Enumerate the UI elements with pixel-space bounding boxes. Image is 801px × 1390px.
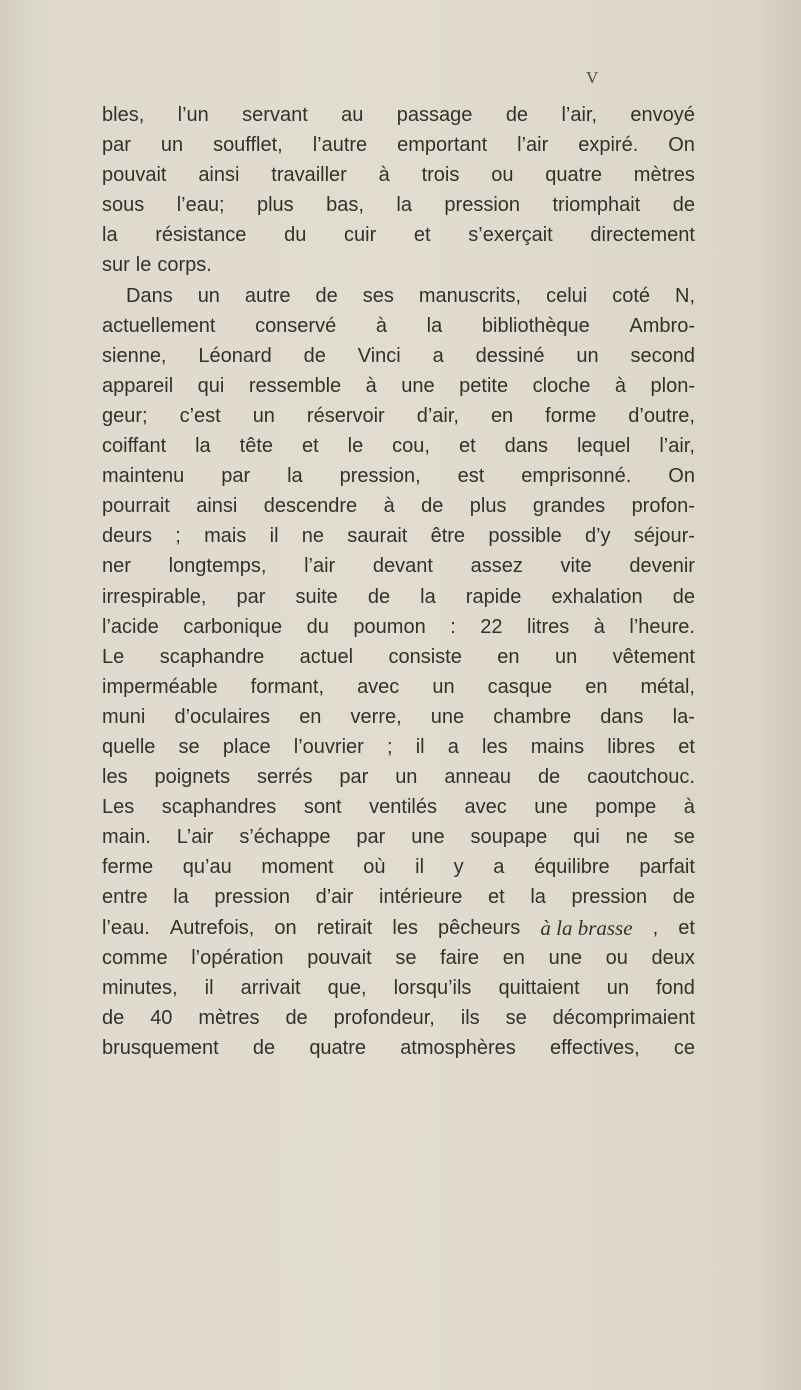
word: la — [102, 224, 118, 247]
word: l’air, — [561, 104, 598, 126]
text-line — [102, 642, 695, 672]
word: de — [505, 104, 529, 126]
word: un — [395, 766, 418, 789]
word: ne — [625, 826, 648, 849]
word: de — [672, 585, 695, 608]
word: qu’au — [182, 856, 232, 879]
word: a — [493, 856, 505, 879]
word: en — [502, 946, 525, 969]
word: consiste — [388, 645, 462, 668]
text-line — [102, 852, 695, 882]
word: Dans — [126, 284, 173, 307]
word: exhalation — [551, 585, 643, 608]
word: effectives, — [549, 1036, 640, 1059]
word: ce — [673, 1036, 695, 1059]
word: pression — [214, 886, 290, 909]
word: l’acide — [102, 615, 159, 638]
text-line — [102, 792, 695, 822]
word: la — [195, 435, 211, 458]
text-line — [102, 100, 695, 130]
word: la — [173, 886, 189, 909]
word: ainsi — [196, 495, 238, 518]
word: saurait — [347, 525, 408, 548]
word: L’air — [176, 826, 214, 849]
word: deux — [651, 946, 695, 969]
word: il — [269, 525, 279, 548]
text-line — [102, 882, 695, 912]
word: dans — [504, 435, 548, 458]
word: d’outre, — [628, 404, 695, 427]
word: place — [222, 735, 271, 758]
text-line — [102, 401, 695, 431]
word: quittaient — [498, 976, 580, 999]
word: du — [306, 615, 329, 638]
word: litres — [527, 615, 570, 638]
word: un — [554, 645, 578, 668]
word: poumon — [353, 615, 426, 638]
word: il — [415, 856, 425, 879]
text-line — [102, 672, 695, 702]
word: qui — [573, 826, 600, 849]
word: casque — [487, 675, 553, 698]
word: Le — [102, 645, 125, 668]
word: mètres — [198, 1006, 260, 1029]
word: triomphait — [552, 194, 641, 217]
word: en — [299, 705, 322, 728]
word: Les — [102, 796, 135, 819]
word: une — [401, 374, 435, 397]
word: il — [415, 735, 425, 758]
word: bas, — [326, 194, 364, 217]
word: serrés — [256, 766, 313, 789]
word: cou, — [392, 435, 430, 458]
word: de — [102, 1006, 125, 1029]
word: second — [630, 344, 695, 367]
text-line — [102, 762, 695, 792]
word: et — [413, 224, 431, 247]
word: envoyé — [630, 104, 695, 126]
word: devant — [372, 555, 433, 578]
word: que, — [327, 976, 367, 999]
word: Vinci — [357, 344, 401, 367]
text-line — [102, 702, 695, 732]
word: mètres — [633, 164, 695, 187]
word: par — [221, 465, 251, 488]
word: passage — [396, 104, 473, 126]
word: ; — [175, 525, 181, 548]
text-line — [102, 281, 695, 311]
word: de — [421, 495, 444, 518]
text-line — [102, 341, 695, 371]
word: l’air — [517, 134, 549, 157]
word: libres — [607, 735, 656, 758]
word: trois — [421, 164, 460, 187]
word: 40 — [150, 1006, 173, 1029]
text-line — [102, 1033, 695, 1063]
word: moment — [261, 856, 334, 879]
word: pourrait — [102, 495, 170, 518]
word: d’y — [584, 525, 611, 548]
word: a — [447, 735, 459, 758]
word: corps. — [157, 254, 212, 277]
word: a — [432, 344, 444, 367]
word: coté — [612, 284, 651, 307]
text-line — [102, 461, 695, 491]
word: sont — [303, 796, 342, 819]
word: ; — [386, 735, 393, 758]
word: ner — [102, 555, 131, 578]
word: devenir — [629, 555, 695, 578]
word: de — [315, 284, 338, 307]
word: chambre — [493, 705, 572, 728]
word: se — [395, 946, 417, 969]
word: ainsi — [198, 164, 240, 187]
word: l’ouvrier — [293, 735, 364, 758]
text-line — [102, 371, 695, 401]
word: dans — [600, 705, 644, 728]
word: la — [420, 585, 436, 608]
word: celui — [546, 284, 588, 307]
word: Autrefois, — [169, 916, 255, 939]
word: à — [365, 374, 377, 397]
text-line — [102, 612, 695, 642]
word: forme — [545, 404, 597, 427]
word: par — [102, 134, 131, 157]
text-line — [102, 551, 695, 581]
text-line — [102, 250, 695, 280]
word: de — [252, 1036, 276, 1059]
word: profondeur, — [333, 1006, 435, 1029]
word: irrespirable, — [102, 585, 207, 608]
word: à — [375, 314, 387, 337]
word: qui — [197, 374, 225, 397]
word: se — [178, 735, 200, 758]
word: le — [347, 435, 364, 458]
text-line — [102, 431, 695, 461]
text-line — [102, 973, 695, 1003]
word: ses — [362, 284, 394, 307]
word: les — [102, 766, 128, 789]
word: , — [652, 916, 659, 939]
word: ressemble — [248, 374, 342, 397]
word: la — [396, 194, 412, 217]
text-line — [102, 582, 695, 612]
word: cloche — [532, 374, 591, 397]
word: à — [378, 164, 390, 187]
word: d’air, — [416, 404, 459, 427]
word: c’est — [179, 404, 221, 427]
word: grandes — [532, 495, 606, 518]
word: profon- — [631, 495, 695, 518]
word: à — [593, 615, 605, 638]
word: comme — [102, 946, 168, 969]
word: retirait — [316, 916, 373, 939]
word: de — [672, 194, 695, 217]
word: quatre — [309, 1036, 367, 1059]
word: pouvait — [307, 946, 372, 969]
word: assez — [470, 555, 523, 578]
word: un — [606, 976, 629, 999]
word: séjour- — [633, 525, 695, 548]
word: avec — [357, 675, 400, 698]
word: une — [411, 826, 445, 849]
word: actuel — [299, 645, 354, 668]
word: mains — [530, 735, 585, 758]
word: actuellement — [102, 314, 216, 337]
word: y — [453, 856, 464, 879]
word: à — [614, 374, 627, 397]
word: et — [488, 886, 505, 909]
word: s’exerçait — [468, 224, 553, 247]
word: à la brasse — [540, 915, 633, 940]
word: l’air — [304, 555, 336, 578]
word: geur; — [102, 404, 148, 427]
word: conservé — [255, 314, 337, 337]
word: lequel — [576, 435, 631, 458]
word: fond — [656, 976, 695, 999]
word: une — [534, 796, 568, 819]
word: au — [341, 104, 364, 126]
word: carbonique — [183, 615, 283, 638]
word: une — [430, 705, 465, 728]
word: appareil — [102, 374, 174, 397]
word: ou — [605, 946, 628, 969]
word: ventilés — [369, 796, 437, 819]
word: de — [303, 344, 326, 367]
word: s’échappe — [239, 826, 331, 849]
word: dessiné — [475, 344, 545, 367]
word: le — [135, 254, 152, 277]
word: poignets — [154, 766, 231, 789]
word: par — [356, 826, 386, 849]
word: bles, — [102, 104, 145, 126]
word: la — [530, 886, 546, 909]
word: réservoir — [306, 404, 385, 427]
word: coiffant — [102, 435, 167, 458]
word: pompe — [595, 796, 657, 819]
word: travailler — [271, 164, 347, 187]
word: un — [197, 284, 220, 307]
word: : — [450, 615, 456, 638]
word: maintenu — [102, 465, 185, 488]
word: suite — [295, 585, 338, 608]
text-line — [102, 311, 695, 341]
word: en — [490, 404, 514, 427]
text-line — [102, 943, 695, 973]
word: manuscrits, — [418, 284, 522, 307]
word: sur — [102, 254, 130, 277]
word: la — [287, 465, 303, 488]
word: décomprimaient — [552, 1006, 695, 1029]
word: deurs — [102, 525, 153, 548]
word: Léonard — [198, 344, 272, 367]
word: on — [274, 916, 297, 939]
word: l’autre — [312, 134, 368, 157]
word: scaphandre — [159, 645, 265, 668]
word: de — [367, 585, 391, 608]
word: tête — [239, 435, 273, 458]
word: pression — [571, 886, 648, 909]
word: faire — [440, 946, 480, 969]
word: du — [284, 224, 307, 247]
word: et — [678, 916, 695, 939]
word: parfait — [639, 856, 695, 879]
word: une — [548, 946, 582, 969]
word: ils — [460, 1006, 480, 1029]
word: mais — [204, 525, 247, 548]
word: sienne, — [102, 344, 167, 367]
word: plus — [256, 194, 294, 217]
word: pression — [444, 194, 521, 217]
word: vêtement — [612, 645, 695, 668]
word: les — [392, 916, 418, 939]
word: en — [497, 645, 520, 668]
text-line — [102, 732, 695, 762]
text-line — [102, 521, 695, 551]
body-text — [102, 100, 695, 1063]
word: de — [537, 766, 561, 789]
word: il — [204, 976, 214, 999]
word: un — [160, 134, 184, 157]
text-line — [102, 491, 695, 521]
word: pouvait — [102, 164, 167, 187]
word: caoutchouc. — [587, 766, 695, 789]
word: muni — [102, 705, 146, 728]
word: N, — [675, 284, 695, 307]
word: se — [673, 826, 695, 849]
word: ou — [491, 164, 514, 187]
word: intérieure — [379, 886, 463, 909]
word: soupape — [470, 826, 548, 849]
word: l’opération — [191, 946, 284, 969]
word: lorsqu’ils — [393, 976, 472, 999]
word: sous — [102, 194, 145, 217]
word: petite — [459, 374, 509, 397]
word: autre — [244, 284, 291, 307]
word: soufflet, — [213, 134, 283, 157]
word: équilibre — [534, 856, 610, 879]
word: quelle — [102, 735, 156, 758]
word: possible — [488, 525, 562, 548]
word: un — [252, 404, 275, 427]
text-line — [102, 1003, 695, 1033]
word: formant, — [250, 675, 325, 698]
word: avec — [464, 796, 507, 819]
word: On — [668, 134, 695, 157]
word: plus — [469, 495, 507, 518]
word: vite — [560, 555, 592, 578]
word: l’eau. — [102, 916, 150, 939]
word: atmosphères — [400, 1036, 516, 1059]
word: servant — [242, 104, 308, 126]
word: main. — [102, 826, 151, 849]
text-line — [102, 160, 695, 190]
word: les — [482, 735, 508, 758]
word: On — [668, 465, 695, 488]
word: est — [457, 465, 485, 488]
word: expiré. — [578, 134, 639, 157]
word: et — [458, 435, 476, 458]
word: scaphandres — [161, 796, 277, 819]
word: à — [683, 796, 695, 819]
word: ferme — [102, 856, 154, 879]
text-line — [102, 190, 695, 220]
word: cuir — [344, 224, 377, 247]
word: d’air — [315, 886, 354, 909]
word: Ambro- — [629, 314, 695, 337]
word: l’heure. — [629, 615, 695, 638]
word: emprisonné. — [521, 465, 632, 488]
word: l’air, — [659, 435, 695, 458]
word: de — [672, 886, 695, 909]
word: l’un — [177, 104, 209, 126]
word: directement — [590, 224, 695, 247]
word: emportant — [397, 134, 488, 157]
word: à — [383, 495, 395, 518]
word: plon- — [650, 374, 695, 397]
word: et — [678, 735, 695, 758]
word: brusquement — [102, 1036, 219, 1059]
word: en — [585, 675, 608, 698]
word: la — [426, 314, 443, 337]
word: la- — [672, 705, 695, 728]
word: pêcheurs — [438, 916, 521, 939]
word: où — [363, 856, 386, 879]
word: rapide — [465, 585, 522, 608]
word: entre — [102, 886, 148, 909]
text-line — [102, 220, 695, 250]
word: d’oculaires — [174, 705, 271, 728]
word: verre, — [350, 705, 402, 728]
text-line — [102, 130, 695, 160]
word: de — [285, 1006, 308, 1029]
word: minutes, — [102, 976, 178, 999]
word: anneau — [444, 766, 512, 789]
word: se — [505, 1006, 527, 1029]
word: bibliothèque — [481, 314, 590, 337]
word: résistance — [155, 224, 247, 247]
text-line — [102, 822, 695, 852]
word: pression, — [339, 465, 421, 488]
word: 22 — [480, 615, 503, 638]
word: ne — [301, 525, 325, 548]
page-folio: V — [586, 68, 600, 87]
word: un — [432, 675, 455, 698]
word: longtemps, — [168, 555, 267, 578]
word: par — [339, 766, 369, 789]
word: être — [430, 525, 466, 548]
word: par — [236, 585, 266, 608]
word: métal, — [640, 675, 695, 698]
word: l’eau; — [176, 194, 225, 217]
word: un — [576, 344, 599, 367]
text-line — [102, 913, 695, 943]
word: quatre — [545, 164, 602, 187]
word: arrivait — [240, 976, 301, 999]
word: imperméable — [102, 675, 218, 698]
word: et — [301, 435, 319, 458]
word: descendre — [263, 495, 358, 518]
